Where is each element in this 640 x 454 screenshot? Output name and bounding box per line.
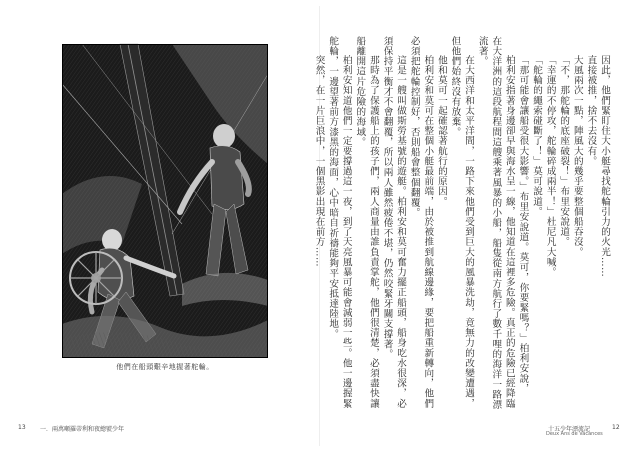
paragraph: 「那可能會讓船受很大影響。」布里安說道。莫可，你要緊嗎？」柏利安說， xyxy=(517,55,529,394)
right-running-title: 十五少年漂流記 xyxy=(548,426,591,433)
paragraph: 「不，那舵輪的底座破裂！」布里安說道。 xyxy=(558,55,570,248)
paragraph: 這是一艘叫做斯勞基號的遊艇。柏利安和莫可奮力擺正船頭，船身吃水很深，必須保持平衡才不會翻覆，所以兩人雖然疲倦不堪，仍然咬緊牙關支撐著。 xyxy=(381,36,407,409)
right-running-subtitle: Deux Ans de Vacances xyxy=(546,431,603,437)
illustration-caption: 他們在船頭艱辛地握著舵輪。 xyxy=(116,363,214,371)
engraving-illustration xyxy=(62,44,268,358)
left-running-title: 一．兩萬噸羅蒂利和夜總號少年 xyxy=(40,426,125,433)
paragraph: 突然，在一片巨浪中，一個黑影出現在前方…… xyxy=(313,55,325,268)
paragraph: 柏利安指著身邊卻早與海水呈一線，他知道在這裡多危險。真正的危險已經降臨在大洋洲的這段航程間這艘乘著風暴的小船，船隻從南方航行了數千哩的海洋一路漂流著。 xyxy=(476,36,515,410)
paragraph: 直接被推，捨不去沒有。 xyxy=(585,55,597,167)
paragraph: 「舵輪的繩索碰斷了！」莫可說道。 xyxy=(531,55,543,217)
paragraph: 大風兩次一點，陣風大的幾乎要整個船吞沒。 xyxy=(571,55,583,258)
paragraph: 他和莫可一起確認著航行的原因。 xyxy=(435,55,447,207)
paragraph: 柏利安知道他們一定要撐過這一夜，到了天亮風暴可能會減弱一些。他一邊握緊舵輪，一邊望著前方漆黑的海面，心中暗自祈禱能夠平安抵達陸地。 xyxy=(327,36,352,409)
paragraph: 柏利安和莫可在整個小艇最前端，由於被推到航線邊緣，要把船重新轉向，他們必須把舵輪控制好，否則船會整個翻覆。 xyxy=(408,36,434,409)
paragraph: 那時為了保護船上的孩子們，兩人商量由誰負責掌舵，他們很清楚，必須盡快讓船離開這片危險的海域。 xyxy=(354,36,379,409)
body-text-vertical xyxy=(313,36,611,416)
paragraph: 在大西洋和太平洋間，一路下來他們受到巨大的風暴洗劫，竟無力的改變遭遇，但他們始終沒有放棄。 xyxy=(449,36,475,409)
paragraph: 「幸運的不停攻，舵輪碎成兩半！」杜尼凡大喊。 xyxy=(544,55,556,278)
paragraph: 因此，他們緊盯住大小艇尋找舵輪引力的火光…… xyxy=(599,55,610,278)
right-page-number: 12 xyxy=(612,424,620,431)
left-page-number: 13 xyxy=(18,424,26,431)
storm-scene-engraving xyxy=(62,44,268,358)
